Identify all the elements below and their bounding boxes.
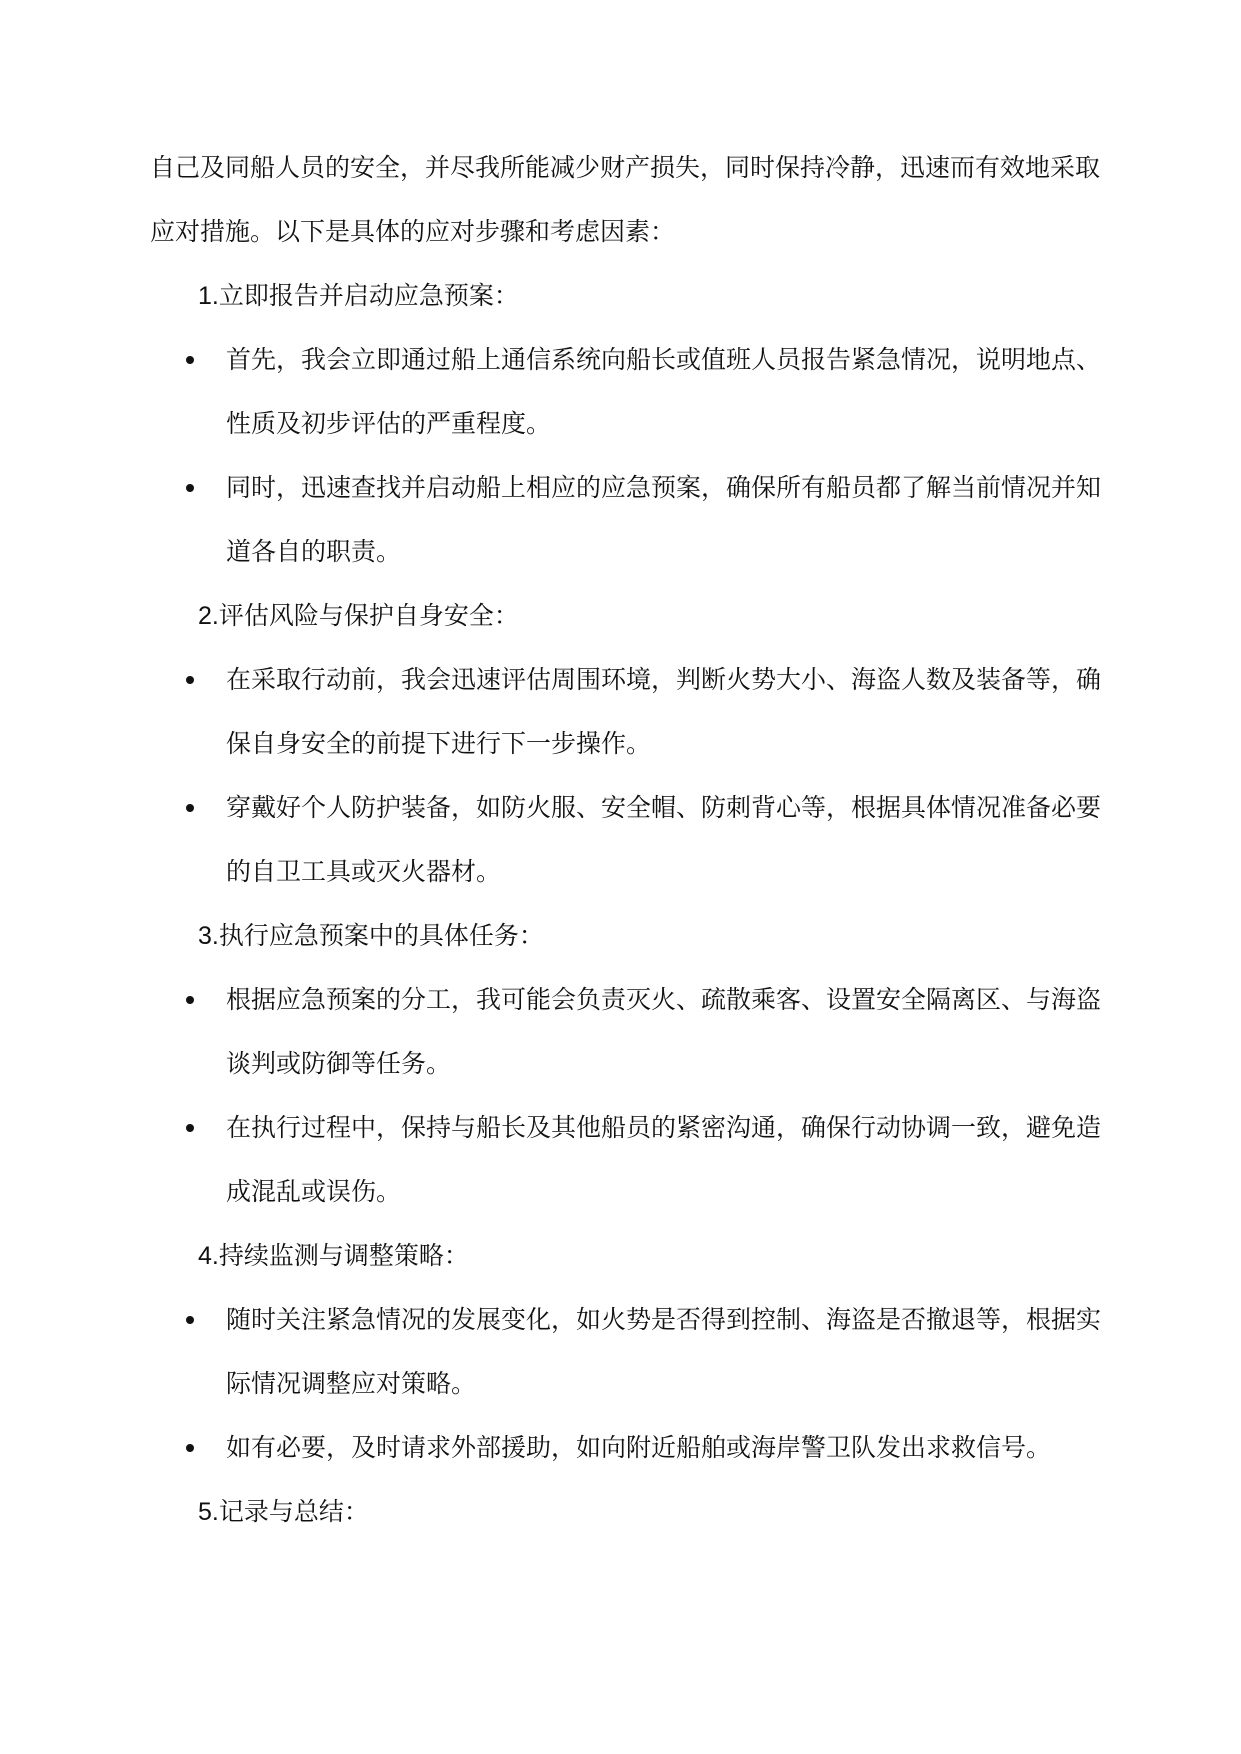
intro-line: 应对措施。以下是具体的应对步骤和考虑因素： bbox=[150, 217, 676, 246]
bullet-line: 在采取行动前，我会迅速评估周围环境，判断火势大小、海盗人数及装备等，确 bbox=[226, 665, 1102, 694]
section-heading-2: 2.评估风险与保护自身安全： bbox=[198, 601, 519, 630]
bullet-item bbox=[186, 968, 1116, 1096]
bullet-dot-icon bbox=[186, 1316, 194, 1324]
bullet-line: 如有必要，及时请求外部援助，如向附近船舶或海岸警卫队发出求救信号。 bbox=[226, 1433, 1052, 1462]
bullet-dot-icon bbox=[186, 996, 194, 1004]
bullet-dot-icon bbox=[186, 804, 194, 812]
bullet-line: 的自卫工具或灭火器材。 bbox=[226, 857, 502, 886]
bullet-line: 保自身安全的前提下进行下一步操作。 bbox=[226, 729, 652, 758]
bullet-dot-icon bbox=[186, 484, 194, 492]
bullet-line: 谈判或防御等任务。 bbox=[226, 1049, 452, 1078]
bullet-line: 性质及初步评估的严重程度。 bbox=[226, 409, 552, 438]
section-heading-1: 1.立即报告并启动应急预案： bbox=[198, 281, 519, 310]
bullet-dot-icon bbox=[186, 676, 194, 684]
bullet-line: 同时，迅速查找并启动船上相应的应急预案，确保所有船员都了解当前情况并知 bbox=[226, 473, 1102, 502]
intro-line: 自己及同船人员的安全，并尽我所能减少财产损失，同时保持冷静，迅速而有效地采取 bbox=[150, 153, 1101, 182]
section-heading-4: 4.持续监测与调整策略： bbox=[198, 1241, 469, 1270]
bullet-item bbox=[186, 1288, 1116, 1416]
bullet-line: 首先，我会立即通过船上通信系统向船长或值班人员报告紧急情况，说明地点、 bbox=[226, 345, 1102, 374]
intro-paragraph bbox=[150, 136, 1101, 264]
bullet-line: 在执行过程中，保持与船长及其他船员的紧密沟通，确保行动协调一致，避免造 bbox=[226, 1113, 1102, 1142]
bullet-dot-icon bbox=[186, 356, 194, 364]
bullet-item bbox=[186, 776, 1116, 904]
bullet-line: 际情况调整应对策略。 bbox=[226, 1369, 477, 1398]
bullet-line: 道各自的职责。 bbox=[226, 537, 402, 566]
bullet-item bbox=[186, 328, 1116, 456]
bullet-line: 穿戴好个人防护装备，如防火服、安全帽、防刺背心等，根据具体情况准备必要 bbox=[226, 793, 1102, 822]
bullet-line: 成混乱或误伤。 bbox=[226, 1177, 402, 1206]
bullet-item bbox=[186, 648, 1116, 776]
bullet-line: 随时关注紧急情况的发展变化，如火势是否得到控制、海盗是否撤退等，根据实 bbox=[226, 1305, 1102, 1334]
bullet-item bbox=[186, 1416, 1116, 1480]
section-heading-3: 3.执行应急预案中的具体任务： bbox=[198, 921, 544, 950]
section-heading-5: 5.记录与总结： bbox=[198, 1497, 369, 1526]
bullet-line: 根据应急预案的分工，我可能会负责灭火、疏散乘客、设置安全隔离区、与海盗 bbox=[226, 985, 1102, 1014]
bullet-dot-icon bbox=[186, 1444, 194, 1452]
bullet-dot-icon bbox=[186, 1124, 194, 1132]
bullet-item bbox=[186, 1096, 1116, 1224]
bullet-item bbox=[186, 456, 1116, 584]
